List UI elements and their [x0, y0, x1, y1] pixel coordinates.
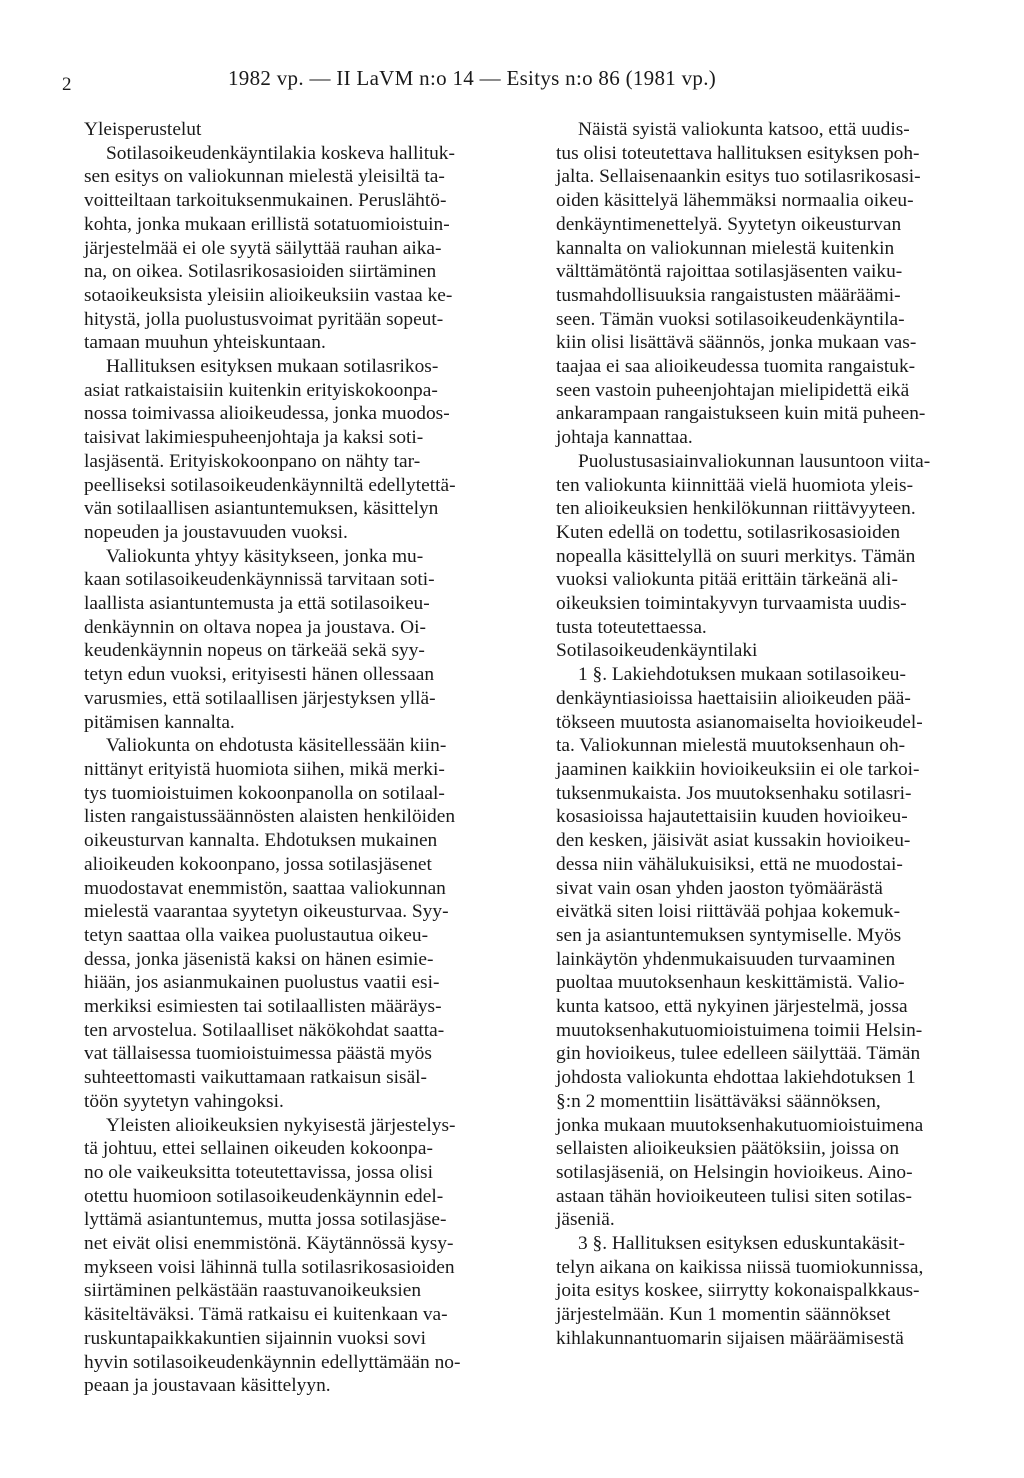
text-line: denkäyntimenettelyä. Syytetyn oikeusturvan — [556, 213, 902, 235]
text-line: hyvin sotilasoikeudenkäynnin edellyttämään no- — [84, 1351, 461, 1373]
paragraph — [556, 118, 980, 450]
text-line: jäseniä. — [556, 1209, 615, 1231]
text-line: varusmies, että sotilaallisen järjestyksen yllä- — [84, 687, 436, 709]
right-column — [556, 118, 980, 1351]
text-line: sen esitys on valiokunnan mielestä yleisiltä ta- — [84, 166, 445, 188]
text-line: johtaja kannattaa. — [556, 427, 693, 449]
text-line: oikeuksien toimintakyvyn turvaamista uudis- — [556, 593, 907, 615]
text-line: ankarampaan rangaistukseen kuin mitä puheen- — [556, 403, 926, 425]
text-line: den kesken, jäisivät asiat kussakin hovioikeu- — [556, 830, 911, 852]
text-line: oikeusturvan kannalta. Ehdotuksen mukainen — [84, 830, 438, 852]
text-line: no ole vaikeuksitta toteutettavissa, jossa olisi — [84, 1161, 433, 1183]
text-line: nopealla käsittelyllä on suuri merkitys. Tämän — [556, 545, 916, 567]
text-line: kohta, jonka mukaan erillistä sotatuomioistuin- — [84, 213, 450, 235]
text-line: tetyn saattaa olla vaikea puolustautua oikeu- — [84, 924, 429, 946]
paragraph — [556, 663, 980, 1232]
text-line: Valiokunta on ehdotusta käsitellessään kiin- — [106, 735, 447, 757]
text-line: vän sotilaallisen asiantuntemuksen, käsittelyn — [84, 498, 439, 520]
text-line: kannalta on valiokunnan mielestä kuitenkin — [556, 237, 895, 259]
text-line: listen rangaistussäännösten alaisten henkilöiden — [84, 806, 456, 828]
left-column — [84, 118, 504, 1398]
text-line: taisivat lakimiespuheenjohtaja ja kaksi soti- — [84, 427, 424, 449]
text-line: käsiteltäväksi. Tämä ratkaisu ei kuitenkaan va- — [84, 1304, 448, 1326]
running-head: 1982 vp. — II LaVM n:o 14 — Esitys n:o 86 (1981 vp.) — [228, 66, 717, 90]
text-line: töön syytetyn vahingoksi. — [84, 1090, 284, 1112]
text-line: taajaa ei saa alioikeudessa tuomita rangaistuk- — [556, 356, 916, 378]
text-line: merkiksi esimiesten tai sotilaallisten määräys- — [84, 996, 442, 1018]
text-line: tys tuomioistuimen kokoonpanolla on sotilaal- — [84, 782, 445, 804]
text-line: jonka mukaan muutoksenhakutuomioistuimena — [556, 1114, 924, 1136]
text-line: oiden käsittelyä lähemmäksi normaalia oikeu- — [556, 190, 914, 212]
text-line: tusta toteutettaessa. — [556, 616, 707, 638]
paragraph — [84, 734, 504, 1113]
text-line: muutoksenhakutuomioistuimena toimii Helsin- — [556, 1019, 923, 1041]
text-line: johdosta valiokunta ehdottaa lakiehdotuksen 1 — [556, 1067, 916, 1089]
text-line: suhteettomasti vaikuttamaan ratkaisun sisäl- — [84, 1067, 428, 1089]
text-line: ruskuntapaikkakuntien sijainnin vuoksi sovi — [84, 1327, 426, 1349]
text-line: lasjäsentä. Erityiskokoonpano on nähty tar- — [84, 450, 421, 472]
text-line: siirtäminen pelkästään raastuvanoikeuksien — [84, 1280, 422, 1302]
text-line: välttämätöntä rajoittaa sotilasjäsenten vaiku- — [556, 261, 903, 283]
text-line: tökseen muutosta asianomaiselta hovioikeudel- — [556, 711, 923, 733]
text-line: kunta katsoo, että nykyinen järjestelmä, jossa — [556, 996, 908, 1018]
text-line: Valiokunta yhtyy käsitykseen, jonka mu- — [106, 545, 424, 567]
text-line: ten arvostelua. Sotilaalliset näkökohdat saatta- — [84, 1019, 445, 1041]
text-line: järjestelmää ei ole syytä säilyttää rauhan aika- — [84, 237, 442, 259]
text-line: vat tällaisessa tuomioistuimessa päästä myös — [84, 1043, 432, 1065]
text-line: seen vastoin puheenjohtajan mielipidettä eikä — [556, 379, 910, 401]
paragraph — [84, 142, 504, 355]
text-line: tus olisi toteutettava hallituksen esityksen poh- — [556, 142, 920, 164]
text-line: tetyn edun vuoksi, erityisesti hänen ollessaan — [84, 664, 435, 686]
paragraph — [84, 355, 504, 545]
text-line: lainkäytön yhdenmukaisuuden turvaaminen — [556, 948, 896, 970]
text-line: telyn aikana on kaikissa niissä tuomiokunnissa, — [556, 1256, 924, 1278]
text-line: 3 §. Hallituksen esityksen eduskuntakäsit- — [578, 1233, 905, 1255]
text-line: nittänyt erityistä huomiota siihen, mikä merki- — [84, 758, 445, 780]
text-line: Yleisten alioikeuksien nykyisestä järjestelys- — [106, 1114, 456, 1136]
text-line: dessa niin vähälukuisiksi, että ne muodostai- — [556, 853, 903, 875]
text-line: net eivät olisi enemmistönä. Käytännössä kysy- — [84, 1233, 454, 1255]
text-line: tuksenmukaista. Jos muutoksenhaku sotilasri- — [556, 782, 912, 804]
text-line: denkäynnin on oltava nopea ja joustava. Oi- — [84, 616, 426, 638]
text-line: gin hovioikeus, tulee edelleen säilyttää. Tämän — [556, 1043, 921, 1065]
page-header — [0, 64, 1024, 94]
text-line: ten valiokunta kiinnittää vielä huomiota yleis- — [556, 474, 914, 496]
text-line: peaan ja joustavaan käsittelyyn. — [84, 1375, 331, 1397]
text-line: denkäyntiasioissa haettaisiin alioikeuden pää- — [556, 687, 911, 709]
paragraph — [556, 450, 980, 640]
text-line: Puolustusasiainvaliokunnan lausuntoon viita- — [578, 450, 931, 472]
text-line: laallista asiantuntemusta ja että sotilasoikeu- — [84, 593, 430, 615]
text-line: joita esitys koskee, siirrytty kokonaispalkkaus- — [556, 1280, 920, 1302]
text-line: Hallituksen esityksen mukaan sotilasrikos- — [106, 356, 439, 378]
text-line: tä johtuu, ettei sellainen oikeuden kokoonpa- — [84, 1138, 433, 1160]
text-line: 1 §. Lakiehdotuksen mukaan sotilasoikeu- — [578, 664, 906, 686]
text-line: mielestä vaarantaa syytetyn oikeusturvaa. Syy- — [84, 901, 449, 923]
text-line: lyttämä asiantuntemus, mutta jossa sotilasjäse- — [84, 1209, 447, 1231]
text-line: kiin olisi lisättävä säännös, jonka mukaan vas- — [556, 332, 917, 354]
paragraph — [84, 1114, 504, 1398]
text-line: sellaisten alioikeuksien päätöksiin, joissa on — [556, 1138, 900, 1160]
text-line: puoltaa muutoksenhaun keskittämistä. Valio- — [556, 972, 905, 994]
text-line: Sotilasoikeudenkäyntilakia koskeva hallituk- — [106, 142, 455, 164]
text-line: otettu huomioon sotilasoikeudenkäynnin edel- — [84, 1185, 444, 1207]
text-line: dessa, jonka jäsenistä kaksi on hänen esimie- — [84, 948, 434, 970]
text-line: nossa toimivassa alioikeudessa, jonka muodos- — [84, 403, 450, 425]
text-line: tamaan muuhun yhteiskuntaan. — [84, 332, 326, 354]
text-line: keudenkäynnin nopeus on tärkeää sekä syy- — [84, 640, 425, 662]
text-line: sotaoikeuksista yleisiin alioikeuksiin vastaa ke- — [84, 284, 453, 306]
text-line: seen. Tämän vuoksi sotilasoikeudenkäyntila- — [556, 308, 905, 330]
text-line: voitteiltaan tarkoituksenmukainen. Peruslähtö- — [84, 190, 447, 212]
text-line: vuoksi valiokunta pitää erittäin tärkeänä ali- — [556, 569, 898, 591]
text-line: §:n 2 momenttiin lisättäväksi säännöksen, — [556, 1090, 881, 1112]
text-line: astaan tähän hovioikeuteen tulisi siten sotilas- — [556, 1185, 912, 1207]
text-line: mykseen voisi lähinnä tulla sotilasrikosasioiden — [84, 1256, 455, 1278]
text-line: ten alioikeuksien henkilökunnan riittävyyteen. — [556, 498, 916, 520]
text-line: hitystä, jolla puolustusvoimat pyritään sopeut- — [84, 308, 444, 330]
text-line: sotilasjäseniä, on Helsingin hovioikeus. Aino- — [556, 1161, 913, 1183]
text-line: sivat vain osan yhden jaoston työmäärästä — [556, 877, 883, 899]
section-heading: Sotilasoikeudenkäyntilaki — [556, 640, 758, 662]
text-line: kihlakunnantuomarin sijaisen määräämisestä — [556, 1327, 904, 1349]
text-line: na, on oikea. Sotilasrikosasioiden siirtäminen — [84, 261, 437, 283]
text-line: asiat ratkaistaisiin kuitenkin erityiskokoonpa- — [84, 379, 438, 401]
page-number: 2 — [62, 74, 72, 95]
text-line: Näistä syistä valiokunta katsoo, että uudis- — [578, 119, 910, 140]
text-line: ta. Valiokunnan mielestä muutoksenhaun oh- — [556, 735, 906, 757]
text-line: järjestelmään. Kun 1 momentin säännökset — [556, 1304, 891, 1326]
text-line: alioikeuden kokoonpano, jossa sotilasjäsenet — [84, 853, 432, 875]
text-line: nopeuden ja joustavuuden vuoksi. — [84, 521, 348, 543]
text-line: kaan sotilasoikeudenkäynnissä tarvitaan soti- — [84, 569, 435, 591]
text-line: eivätkä siten loisi riittävää pohjaa kokemuk- — [556, 901, 901, 923]
text-line: pitämisen kannalta. — [84, 711, 235, 733]
paragraph — [84, 545, 504, 735]
text-line: Kuten edellä on todettu, sotilasrikosasioiden — [556, 521, 901, 543]
text-line: tusmahdollisuuksia rangaistusten määräämi- — [556, 284, 901, 306]
text-line: muodostavat enemmistön, saattaa valiokunnan — [84, 877, 446, 899]
paragraph — [556, 1232, 980, 1351]
text-line: hiään, jos asianmukainen puolustus vaatii esi- — [84, 972, 440, 994]
text-line: jaaminen kaikkiin hovioikeuksiin ei ole tarkoi- — [556, 758, 920, 780]
text-line: jalta. Sellaisenaankin esitys tuo sotilasrikosasi- — [556, 166, 921, 188]
text-line: sen ja asiantuntemuksen syntymiselle. Myös — [556, 924, 902, 946]
text-line: kosasioissa hajautettaisiin kuuden hovioikeu- — [556, 806, 908, 828]
text-line: peelliseksi sotilasoikeudenkäynniltä edellytettä- — [84, 474, 456, 496]
section-heading: Yleisperustelut — [84, 119, 202, 140]
